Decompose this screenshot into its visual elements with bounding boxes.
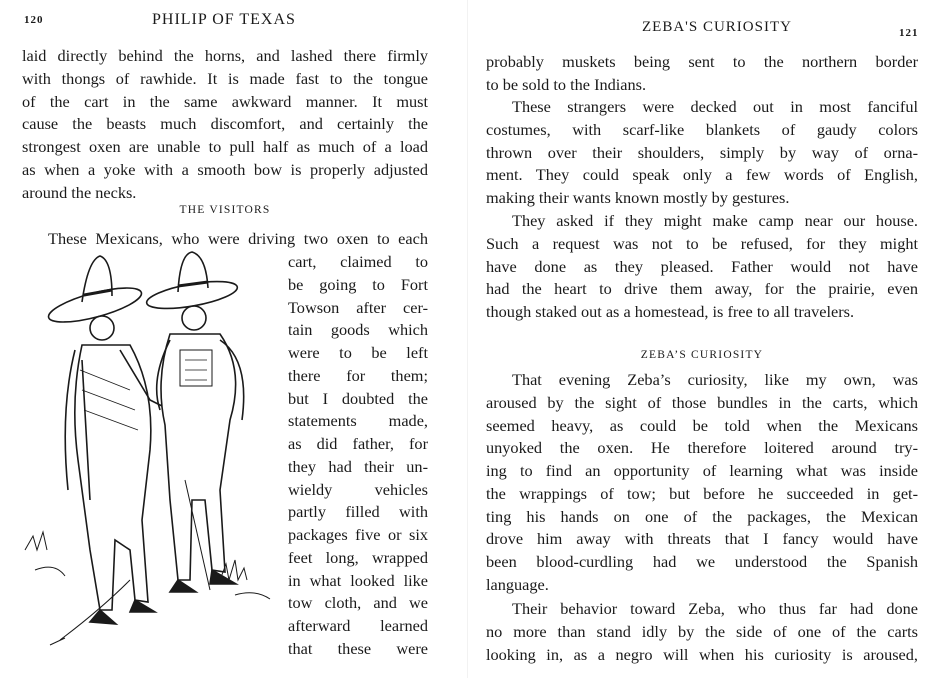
text-line: the wrappings of tow; but before he succeeded in get- [486, 483, 918, 503]
text-line: as did father, for [288, 434, 428, 453]
text-line: as when a yoke with a smooth bow is properly adjusted [22, 159, 428, 179]
left-running-head: PHILIP OF TEXAS [152, 11, 296, 28]
text-line: been blood-curdling had we understood the Spanish [486, 552, 918, 571]
text-line: around the necks. [22, 182, 137, 202]
text-line: tain goods which [288, 320, 428, 340]
text-line: have done as they pleased. Father would not have [486, 256, 918, 276]
text-line: These strangers were decked out in most fanciful [512, 97, 918, 116]
left-page-paragraph [22, 45, 428, 204]
left-page-number: 120 [24, 14, 44, 26]
text-line: aroused by the sight of those bundles in the carts, which [486, 392, 918, 412]
text-line: strongest oxen are unable to pull half as much of a load [22, 137, 428, 156]
right-running-head: ZEBA'S CURIOSITY [642, 19, 792, 35]
text-line: afterward learned [288, 616, 428, 635]
text-line: unyoked the oxen. He therefore loitered around try- [486, 438, 918, 458]
text-line: seemed heavy, as could be told when the Mexicans [486, 415, 918, 435]
text-line: thrown over their shoulders, simply by way of orna- [486, 142, 918, 162]
text-line: looking in, as a negro will when his curiosity is aroused, [486, 644, 918, 664]
text-line: partly filled with [288, 502, 428, 522]
text-line: tow cloth, and we [288, 593, 428, 613]
text-line: language. [486, 574, 549, 594]
right-page-paragraph [486, 210, 918, 324]
gutter [467, 0, 468, 678]
text-line: ting his hands on one of the packages, the Mexican [486, 506, 918, 526]
left-page-paragraph [288, 251, 428, 661]
right-page-paragraph [486, 369, 918, 597]
right-page-paragraph [486, 51, 918, 97]
text-line: in what looked like [288, 570, 428, 590]
right-page-paragraph [486, 598, 918, 666]
left-page-paragraph [22, 228, 428, 251]
text-line: laid directly behind the horns, and lashed there firmly [22, 46, 428, 65]
text-line: ing to find an opportunity of learning what was inside [486, 461, 918, 480]
section-heading-zeba: ZEBA’S CURIOSITY [640, 349, 764, 361]
text-line: cause the beasts much discomfort, and certainly the [22, 114, 428, 134]
text-line: drove him away with threats that I fancy would have [486, 529, 918, 549]
text-line: feet long, wrapped [288, 547, 428, 567]
section-heading-visitors: THE VISITORS [179, 204, 271, 216]
text-line: that these were [288, 638, 428, 658]
text-line: no more than stand idly by the side of one of the carts [486, 621, 918, 641]
text-line: they had their un- [288, 456, 428, 476]
text-line: there for them; [288, 365, 428, 385]
text-line: though staked out as a homestead, is free to all travelers. [486, 302, 855, 321]
illustration-two-mexicans [20, 250, 278, 662]
text-line: Their behavior toward Zeba, who thus far had done [512, 599, 918, 618]
text-line: ment. They could speak only a few words of English, [486, 165, 918, 185]
text-line: packages five or six [288, 525, 428, 544]
text-line: of the cart in the same awkward manner. It must [22, 91, 428, 111]
text-line: with thongs of rawhide. It is made fast to the tongue [22, 68, 428, 88]
text-line: be going to Fort [288, 274, 428, 294]
text-line: costumes, with scarf-like blankets of gaudy colors [486, 119, 918, 139]
right-page-paragraph [486, 96, 918, 210]
text-line: Such a request was not to be refused, for they might [486, 233, 918, 253]
text-line: Towson after cer- [288, 297, 428, 317]
text-line: These Mexicans, who were driving two oxen to each [48, 229, 428, 248]
text-line: statements made, [288, 411, 428, 431]
text-line: probably muskets being sent to the northern border [486, 52, 918, 71]
text-line: cart, claimed to [288, 252, 428, 271]
text-line: had the heart to drive them away, for the prairie, even [486, 279, 918, 299]
text-line: to be sold to the Indians. [486, 74, 647, 94]
text-line: making their wants known mostly by gestures. [486, 188, 790, 207]
text-line: wieldy vehicles [288, 479, 428, 499]
text-line: were to be left [288, 343, 428, 362]
text-line: but I doubted the [288, 388, 428, 408]
text-line: They asked if they might make camp near our house. [512, 211, 918, 230]
text-line: That evening Zeba’s curiosity, like my own, was [512, 370, 918, 389]
right-page-number: 121 [899, 27, 919, 39]
